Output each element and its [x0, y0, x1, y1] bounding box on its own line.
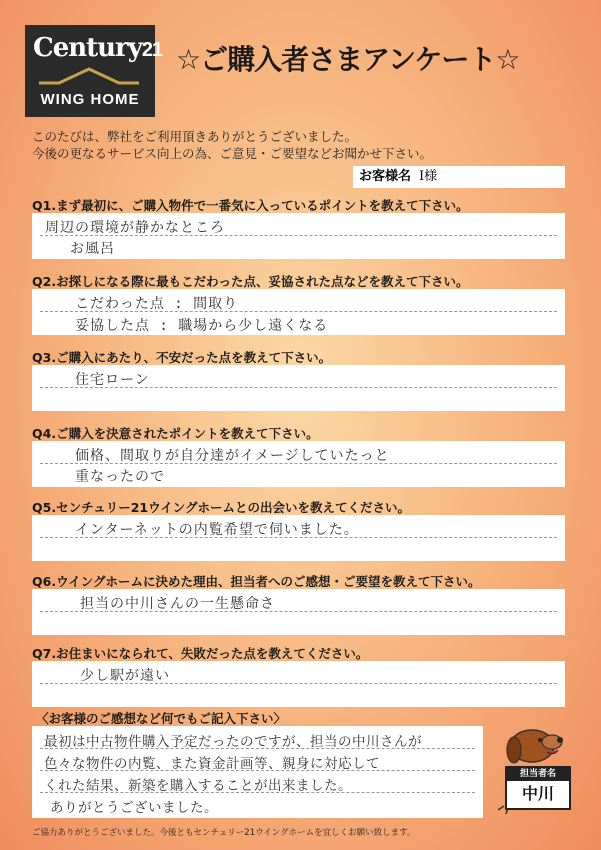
intro-line: このたびは、弊社をご利用頂きありがとうございました。	[32, 129, 358, 144]
question-7: Q7.お住まいになられて、失敗だった点を教えてください。	[32, 646, 369, 661]
answer-1-line-1: 周辺の環境が静かなところ	[45, 220, 225, 236]
customer-label: お客様名	[359, 169, 412, 184]
logo-subtitle: WING HOME	[40, 91, 140, 108]
answer-2-line-2: 妥協した点 : 職場から少し遠くなる	[75, 318, 329, 334]
house-roof-icon	[39, 67, 139, 85]
intro-line: 今後の更なるサービス向上の為、ご意見・ご要望などお聞かせ下さい。	[32, 146, 433, 161]
question-6: Q6.ウイングホームに決めた理由、担当者へのご感想・ご要望を教えて下さい。	[32, 574, 481, 589]
answer-6-line-1: 担当の中川さんの一生懸命さ	[80, 596, 275, 612]
answer-3-line-1: 住宅ローン	[75, 372, 150, 388]
company-logo	[25, 25, 163, 117]
question-1: Q1.まず最初に、ご購入物件で一番気に入っているポイントを教えて下さい。	[32, 198, 469, 213]
footer-text: ご協力ありがとうございました。今後ともセンチュリー21ウイングホームを宜しくお願い致します。	[32, 828, 416, 838]
comment-line-1: 最初は中古物件購入予定だったのですが、担当の中川さんが	[44, 734, 422, 750]
question-5: Q5.センチュリー21ウイングホームとの出会いを教えてください。	[32, 500, 410, 515]
customer-value: I様	[419, 169, 438, 184]
logo-brand: Century	[33, 33, 142, 63]
answer-5-line-1: インターネットの内覧希望で伺いました。	[75, 522, 359, 538]
comment-line-3: くれた結果、新築を購入することが出来ました。	[44, 778, 352, 794]
logo-number: 21	[141, 39, 163, 61]
staff-label: 担当者名	[507, 768, 569, 781]
answer-4-line-2: 重なったので	[75, 469, 165, 485]
comment-line-2: 色々な物件の内覧、また資金計画等、親身に対応して	[44, 756, 380, 772]
staff-name-tag	[505, 766, 571, 810]
answer-1-line-2: お風呂	[70, 241, 115, 257]
comment-heading: 〈お客様のご感想など何でもご記入下さい〉	[36, 711, 287, 726]
staff-name: 中川	[521, 784, 554, 803]
page-title: ☆ご購入者さまアンケート☆	[176, 43, 520, 76]
intro-text	[32, 128, 432, 162]
answer-4-line-1: 価格、間取りが自分達がイメージしていたっと	[75, 448, 390, 464]
answer-7-line-1: 少し駅が遠い	[80, 668, 170, 684]
answer-2-line-1: こだわった点 : 間取り	[75, 296, 239, 312]
question-3: Q3.ご購入にあたり、不安だった点を教えて下さい。	[32, 350, 332, 365]
customer-name-field	[353, 166, 565, 188]
comment-box	[32, 726, 483, 818]
question-2: Q2.お探しになる際に最もこだわった点、妥協された点などを教えて下さい。	[32, 274, 469, 289]
question-4: Q4.ご購入を決意されたポイントを教えて下さい。	[32, 426, 319, 441]
comment-line-4: ありがとうございました。	[50, 800, 218, 816]
